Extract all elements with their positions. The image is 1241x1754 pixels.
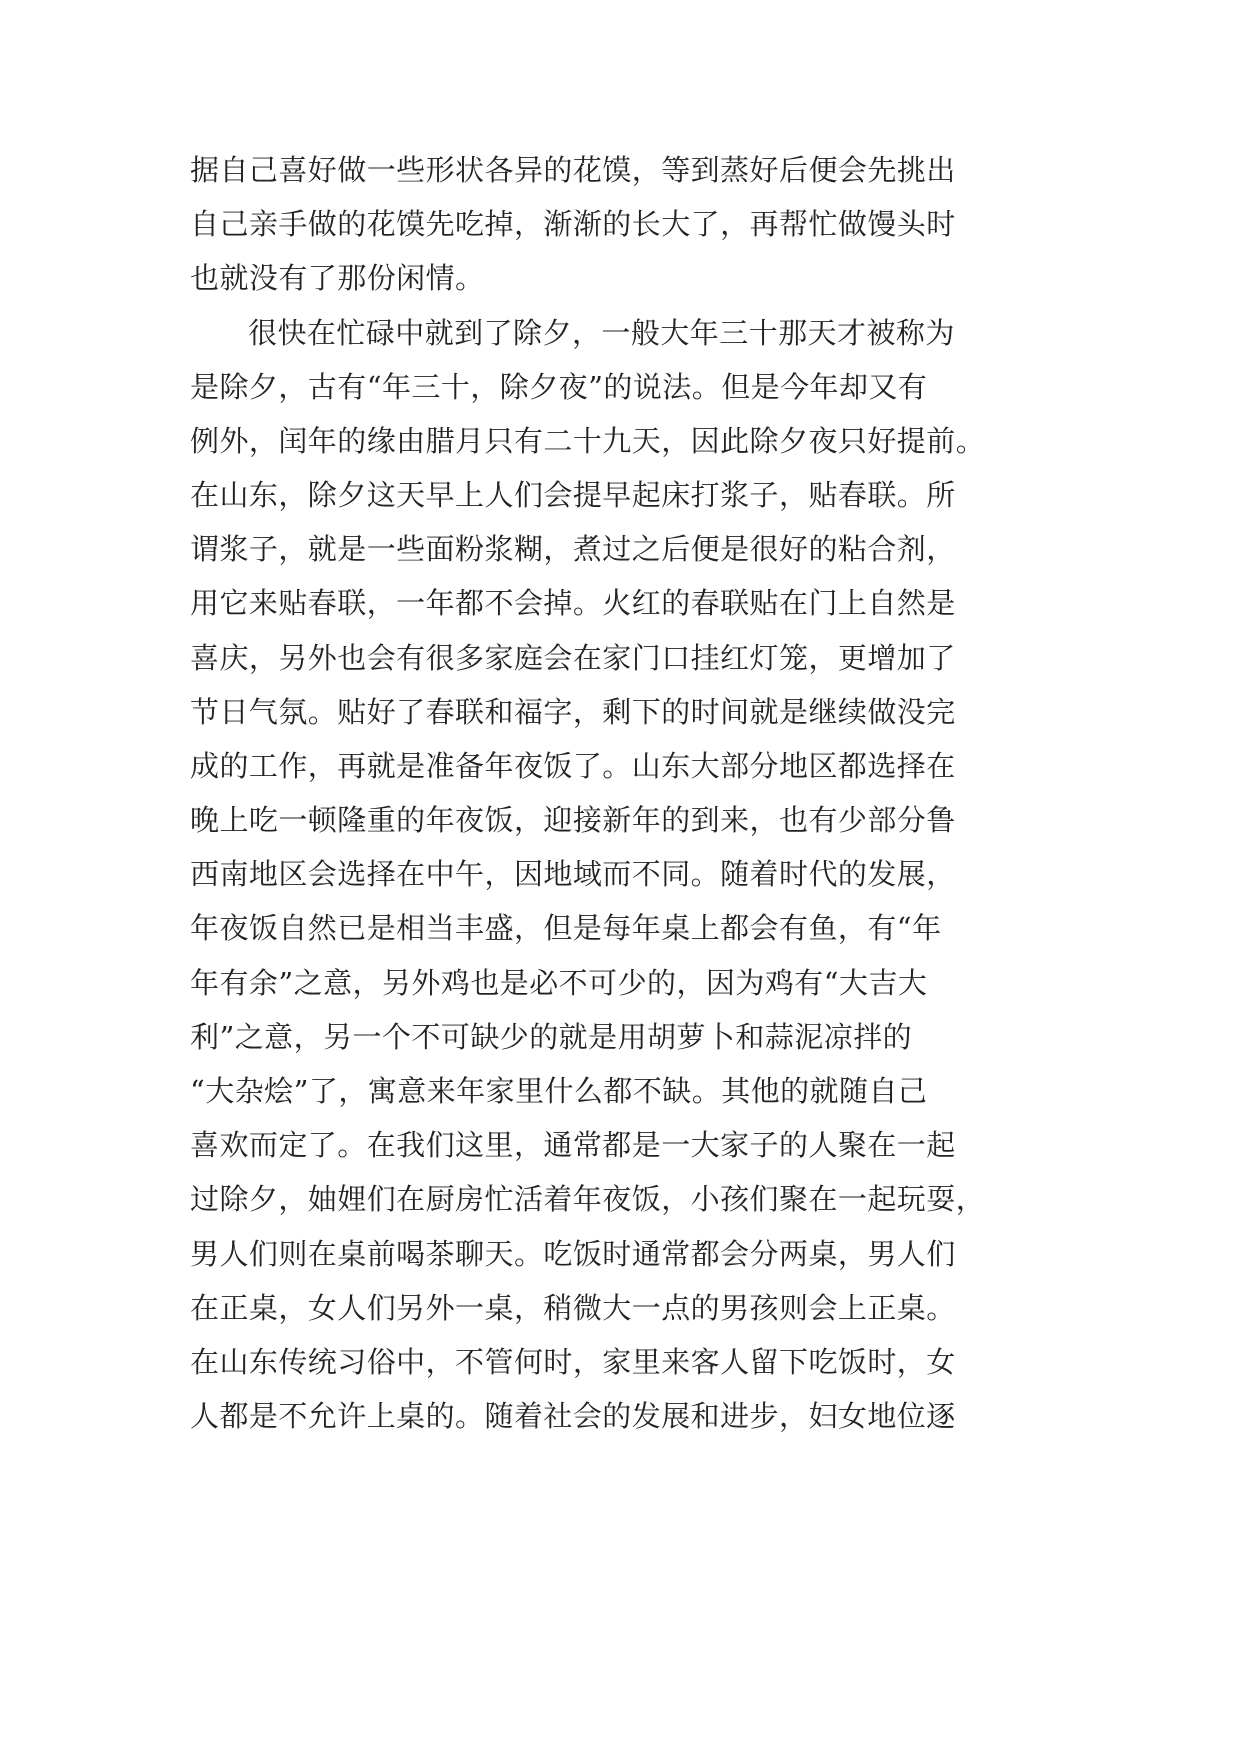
text-line: “大杂烩”了，寓意来年家里什么都不缺。其他的就随自己 [190, 1074, 928, 1108]
text-line: 在正桌，女人们另外一桌，稍微大一点的男孩则会上正桌。 [190, 1291, 956, 1325]
text-line: 在山东传统习俗中，不管何时，家里来客人留下吃饭时，女 [190, 1345, 956, 1379]
text-line: 喜庆，另外也会有很多家庭会在家门口挂红灯笼，更增加了 [190, 641, 956, 675]
text-line: 西南地区会选择在中午，因地域而不同。随着时代的发展， [190, 857, 956, 891]
text-line: 成的工作，再就是准备年夜饭了。山东大部分地区都选择在 [190, 749, 956, 783]
text-line: 用它来贴春联，一年都不会掉。火红的春联贴在门上自然是 [190, 586, 956, 620]
text-line: 据自己喜好做一些形状各异的花馍，等到蒸好后便会先挑出 [190, 153, 956, 187]
text-line: 自己亲手做的花馍先吃掉，渐渐的长大了，再帮忙做馒头时 [190, 207, 956, 241]
text-line: 喜欢而定了。在我们这里，通常都是一大家子的人聚在一起 [190, 1128, 956, 1162]
text-line: 例外，闰年的缘由腊月只有二十九天，因此除夕夜只好提前。 [190, 424, 986, 458]
text-line: 也就没有了那份闲情。 [190, 261, 485, 295]
text-line: 节日气氛。贴好了春联和福字，剩下的时间就是继续做没完 [190, 695, 956, 729]
paragraph-first-line: 很快在忙碌中就到了除夕，一般大年三十那天才被称为 [248, 316, 955, 350]
text-line: 人都是不允许上桌的。随着社会的发展和进步，妇女地位逐 [190, 1399, 956, 1433]
text-line: 利”之意，另一个不可缺少的就是用胡萝卜和蒜泥凉拌的 [190, 1020, 913, 1054]
text-line: 年有余”之意，另外鸡也是必不可少的，因为鸡有“大吉大 [190, 966, 928, 1000]
text-line: 年夜饭自然已是相当丰盛，但是每年桌上都会有鱼，有“年 [190, 911, 942, 945]
text-line: 是除夕，古有“年三十，除夕夜”的说法。但是今年却又有 [190, 370, 928, 404]
text-line: 谓浆子，就是一些面粉浆糊，煮过之后便是很好的粘合剂， [190, 532, 956, 566]
text-line: 在山东，除夕这天早上人们会提早起床打浆子，贴春联。所 [190, 478, 956, 512]
text-line: 男人们则在桌前喝茶聊天。吃饭时通常都会分两桌，男人们 [190, 1237, 956, 1271]
text-line: 过除夕，妯娌们在厨房忙活着年夜饭，小孩们聚在一起玩耍， [190, 1182, 986, 1216]
text-line: 晚上吃一顿隆重的年夜饭，迎接新年的到来，也有少部分鲁 [190, 803, 956, 837]
